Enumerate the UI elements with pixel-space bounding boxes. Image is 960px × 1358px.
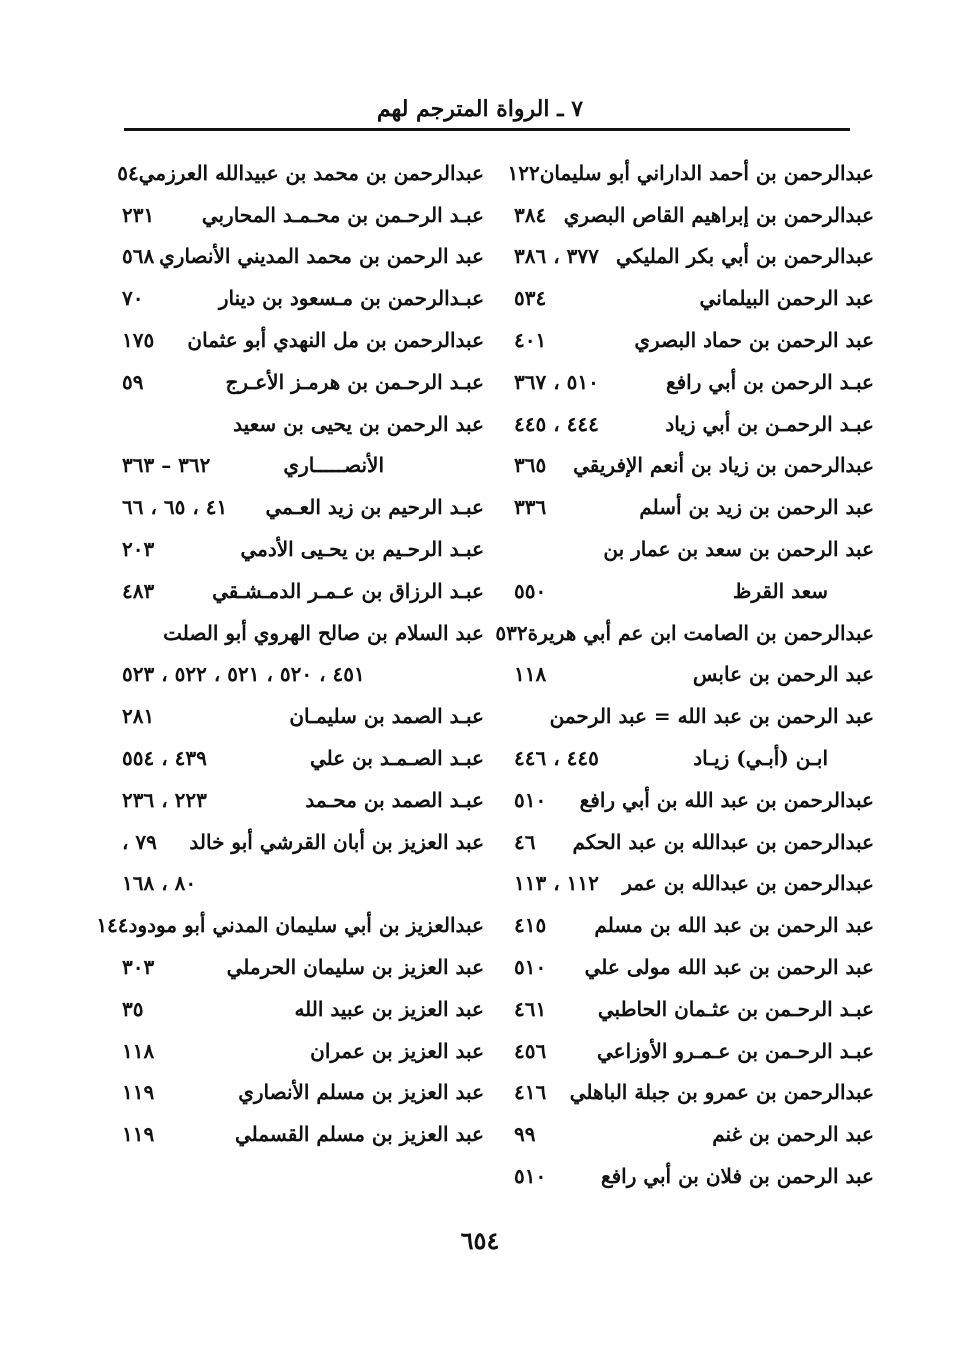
entry-pages: ٣٠٣ <box>122 955 155 980</box>
index-column-right <box>495 152 874 1197</box>
header-rule <box>124 128 850 131</box>
index-entry <box>508 445 874 487</box>
index-entry <box>116 403 484 445</box>
index-entry <box>508 486 874 528</box>
entry-name: عبـد الرحيم بن زيد العـمي <box>265 495 484 520</box>
entry-pages: ٤٦١ <box>514 996 547 1021</box>
index-entry <box>508 236 874 278</box>
index-entry <box>116 445 484 487</box>
entry-name: عبدالرحمن بن عبد الله بن أبي رافع <box>579 787 874 812</box>
entry-pages: ٥١٠ <box>514 787 547 812</box>
index-entry <box>116 1072 484 1114</box>
entry-name: عبدالعزيز بن أبي سليمان المدني أبو مودود <box>128 913 484 938</box>
entry-name: عبدالرحمن بن عبدالله بن عبد الحكم <box>572 829 874 854</box>
index-column-left <box>96 152 484 1155</box>
index-entry <box>116 779 484 821</box>
index-entry <box>116 319 484 361</box>
entry-pages: ٤٨٣ <box>122 578 155 603</box>
page-number: ٦٥٤ <box>460 1226 500 1255</box>
index-entry <box>508 528 874 570</box>
index-entry <box>116 1030 484 1072</box>
entry-pages: ٥٣٤ <box>514 286 547 311</box>
index-entry <box>508 863 874 905</box>
entry-pages: ٢٠٣ <box>122 537 155 562</box>
index-entry <box>508 737 874 779</box>
entry-pages: ١٧٥ <box>122 328 155 353</box>
index-entry <box>116 988 484 1030</box>
index-entry <box>508 654 874 696</box>
entry-name: عبد الرحمن بن فلان بن أبي رافع <box>600 1164 874 1189</box>
entry-pages: ٤٦ <box>514 829 536 854</box>
index-entry <box>116 654 484 696</box>
entry-pages: ٧٠ <box>122 286 144 311</box>
index-entry <box>116 277 484 319</box>
entry-name: عبد الرحمن البيلماني <box>699 286 874 311</box>
entry-pages: ١٤٤ <box>96 913 129 938</box>
entry-name: عبدالرحمن بن الصامت ابن عم أبي هريرة <box>527 620 874 645</box>
entry-pages: ٤١٦ <box>514 1080 547 1105</box>
entry-name: عبد الرحمن بن محمد المديني الأنصاري <box>159 244 484 269</box>
index-entry <box>116 528 484 570</box>
entry-name: عبد الرحمن بن زيد بن أسلم <box>639 495 874 520</box>
entry-pages: ٥١٠ <box>514 955 547 980</box>
index-entry <box>116 570 484 612</box>
index-entry <box>508 152 874 194</box>
entry-pages: ٢٣١ <box>122 202 155 227</box>
entry-name: سعد القرظ <box>732 578 828 603</box>
entry-name: عبدالرحمن بن مل النهدي أبو عثمان <box>187 328 484 353</box>
entry-name: عبد الرحمن بن عابس <box>692 662 874 687</box>
entry-name: عبدالرحمن بن إبراهيم القاص البصري <box>563 202 874 227</box>
entry-name: عبدالرحمن بن محمد بن عبيدالله العرزمي <box>138 160 484 185</box>
entry-pages: ٤٥١ ، ٥٢٠ ، ٥٢١ ، ٥٢٢ ، ٥٢٣ <box>122 662 365 687</box>
entry-pages: ١١٨ <box>122 1038 155 1063</box>
entry-name: عبـد الرحـمن بن عـمـرو الأوزاعي <box>596 1038 874 1063</box>
entry-name: عبـد الصمد بن محـمد <box>305 787 484 812</box>
entry-pages: ١١٨ <box>514 662 547 687</box>
index-entry <box>508 194 874 236</box>
entry-name: عبـد الرحـمن بن محـمـد المحاربي <box>201 202 484 227</box>
entry-pages: ٢٨١ <box>122 704 155 729</box>
index-entry <box>116 737 484 779</box>
entry-name: عبدالرحمن بن عبدالله بن عمر <box>622 871 874 896</box>
index-entry <box>508 403 874 445</box>
running-header: ٧ ـ الرواة المترجم لهم <box>376 96 584 122</box>
entry-name: عبد العزيز بن عبيد الله <box>294 996 484 1021</box>
entry-name: عبد الرحمن بن عبد الله بن مسلم <box>594 913 874 938</box>
index-entry <box>116 612 484 654</box>
index-entry <box>508 695 874 737</box>
entry-name: عبـد الصمد بن سليمـان <box>289 704 484 729</box>
entry-name: عبـدالرحمن بن مـسعود بن دينار <box>218 286 484 311</box>
index-entry <box>116 1113 484 1155</box>
entry-name: عبـد الرحمن بن أبي رافع <box>665 369 874 394</box>
index-entry <box>508 361 874 403</box>
index-entry <box>508 1072 874 1114</box>
index-entry <box>508 821 874 863</box>
entry-pages: ٥٦٨ <box>122 244 155 269</box>
entry-name: عبد العزيز بن عمران <box>310 1038 484 1063</box>
entry-pages: ٥١٠ ، ٣٦٧ <box>514 369 599 394</box>
entry-pages: ١١٩ <box>122 1080 155 1105</box>
entry-name: عبد الرحمن بن حماد البصري <box>634 328 874 353</box>
entry-name: عبد العزيز بن مسلم الأنصاري <box>238 1080 484 1105</box>
entry-name: عبد الرحمن بن غنم <box>712 1122 874 1147</box>
entry-pages: ٤٠١ <box>514 328 547 353</box>
index-entry <box>508 1030 874 1072</box>
entry-pages: ٤١ ، ٦٥ ، ٦٦ <box>122 495 228 520</box>
entry-pages: ٣٥ <box>122 996 144 1021</box>
entry-pages: ٥١٠ <box>514 1164 547 1189</box>
entry-pages: ٥٩ <box>122 369 144 394</box>
entry-pages: ١١٩ <box>122 1122 155 1147</box>
entry-name: عبد السلام بن صالح الهروي أبو الصلت <box>163 620 484 645</box>
entry-pages: ٥٤ <box>117 160 139 185</box>
entry-name: عبد العزيز بن مسلم القسملي <box>235 1122 484 1147</box>
entry-name: عبدالرحمن بن أحمد الداراني أبو سليمان <box>539 160 874 185</box>
entry-pages: ٧٩ ، <box>122 829 157 854</box>
entry-name: عبد الرحمن بن عبد الله = عبد الرحمن <box>549 704 874 729</box>
index-entry <box>508 1155 874 1197</box>
entry-name: عبـد الرزاق بن عـمـر الدمـشـقي <box>212 578 484 603</box>
index-entry <box>116 946 484 988</box>
entry-pages: ١١٢ ، ١١٣ <box>514 871 599 896</box>
index-entry <box>116 361 484 403</box>
entry-name: عبـد الصـمـد بن علي <box>309 746 484 771</box>
index-entry <box>508 277 874 319</box>
index-entry <box>116 236 484 278</box>
entry-pages: ٣٦٥ <box>514 453 547 478</box>
entry-name: عبدالرحمن بن عمرو بن جبلة الباهلي <box>569 1080 874 1105</box>
entry-pages: ٣٦٢ – ٣٦٣ <box>122 453 211 478</box>
entry-pages: ٣٨٤ <box>514 202 547 227</box>
entry-name: عبـد الرحـمن بن هرمـز الأعـرج <box>225 369 484 394</box>
entry-pages: ٤١٥ <box>514 913 547 938</box>
entry-pages: ٣٣٦ <box>514 495 547 520</box>
entry-pages: ٨٠ ، ١٦٨ <box>122 871 197 896</box>
index-entry <box>508 570 874 612</box>
entry-name: عبد الرحمن بن يحيى بن سعيد <box>233 411 484 436</box>
entry-name: عبد العزيز بن سليمان الحرملي <box>226 955 484 980</box>
index-entry <box>508 946 874 988</box>
index-entry <box>116 194 484 236</box>
entry-name: عبد الرحمن بن عبد الله مولى علي <box>584 955 874 980</box>
entry-pages: ٤٤٥ ، ٤٤٦ <box>514 746 599 771</box>
entry-name: عبـد الرحمـن بن أبي زياد <box>665 411 874 436</box>
entry-pages: ٤٥٦ <box>514 1038 547 1063</box>
index-entry <box>116 863 484 905</box>
entry-pages: ٤٣٩ ، ٥٥٤ <box>122 746 207 771</box>
index-entry <box>508 1113 874 1155</box>
index-entry <box>116 486 484 528</box>
index-entry <box>116 695 484 737</box>
entry-pages: ٢٢٣ ، ٢٣٦ <box>122 787 207 812</box>
index-entry <box>508 779 874 821</box>
entry-pages: ٩٩ <box>514 1122 536 1147</box>
entry-name: ابـن (أبـي) زيـاد <box>693 746 828 771</box>
index-entry <box>508 904 874 946</box>
entry-name: عبدالرحمن بن زياد بن أنعم الإفريقي <box>573 453 874 478</box>
entry-pages: ٥٣٢ <box>495 620 528 645</box>
entry-pages: ٣٧٧ ، ٣٨٦ <box>514 244 599 269</box>
index-entry <box>96 904 484 946</box>
entry-pages: ١٢٢ <box>507 160 540 185</box>
entry-pages: ٥٥٠ <box>514 578 547 603</box>
entry-name: عبد الرحمن بن سعد بن عمار بن <box>603 537 874 562</box>
index-entry <box>495 612 874 654</box>
entry-name: الأنصـــــاري <box>283 453 384 478</box>
index-entry <box>508 988 874 1030</box>
index-entry <box>116 821 484 863</box>
entry-pages: ٤٤٤ ، ٤٤٥ <box>514 411 599 436</box>
entry-name: عبـد الرحـيم بن يحـيى الأدمي <box>240 537 484 562</box>
entry-name: عبدالرحمن بن أبي بكر المليكي <box>616 244 874 269</box>
index-entry <box>508 319 874 361</box>
entry-name: عبـد الرحـمن بن عثـمان الحاطبي <box>597 996 874 1021</box>
entry-name: عبد العزيز بن أبان القرشي أبو خالد <box>189 829 484 854</box>
index-entry <box>116 152 484 194</box>
